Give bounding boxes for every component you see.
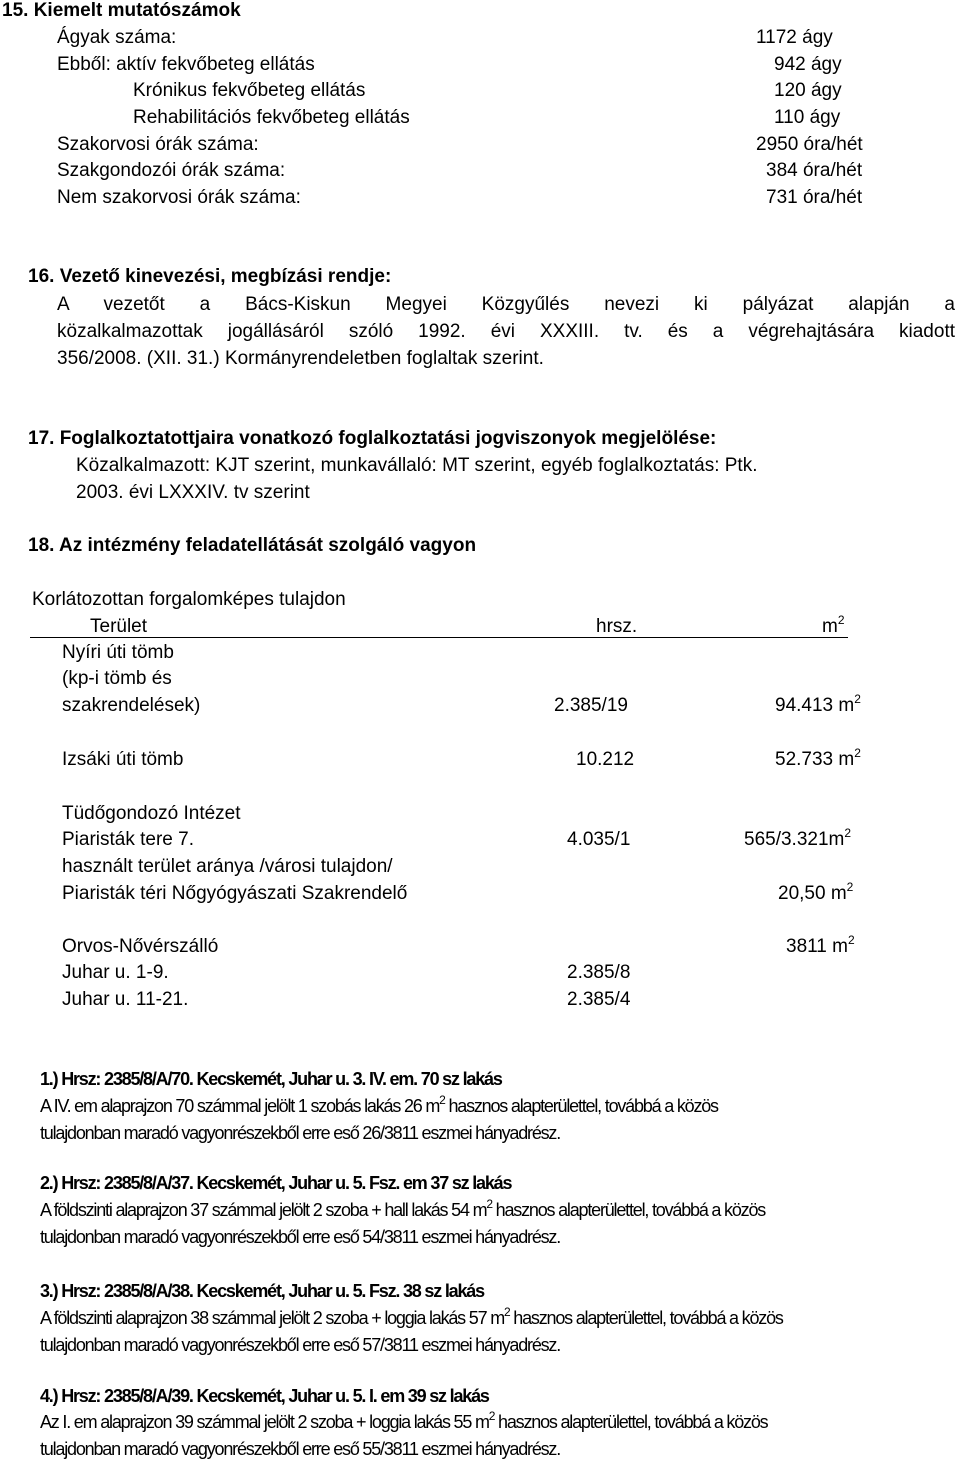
row-value: 120 ágy: [774, 80, 842, 101]
row-label: Nem szakorvosi órák száma:: [57, 187, 301, 208]
flat-heading: 1.) Hrsz: 2385/8/A/70. Kecskemét, Juhar u. 3. IV. em. 70 sz lakás: [40, 1069, 502, 1089]
property-name: Tüdőgondozó Intézet: [62, 803, 241, 824]
flat-description: Az I. em alaprajzon 39 számmal jelölt 2 szoba + loggia lakás 55 $m^2$ hasznos alapterülettel, továbbá a közös: [40, 1409, 768, 1432]
section-15-heading: 15. Kiemelt mutatószámok: [2, 0, 241, 21]
section-18-heading: 18. Az intézmény feladatellátását szolgáló vagyon: [28, 535, 477, 556]
s17-line-1: Közalkalmazott: KJT szerint, munkavállaló: MT szerint, egyéb foglalkoztatás: Ptk.: [76, 455, 758, 476]
row-label: Rehabilitációs fekvőbeteg ellátás: [133, 107, 410, 128]
property-name: Izsáki úti tömb: [62, 749, 184, 770]
property-name: Nyíri úti tömb: [62, 642, 174, 663]
property-name: Piaristák tere 7.: [62, 829, 194, 850]
property-name: szakrendelések): [62, 695, 201, 716]
property-note: használt terület aránya /városi tulajdon/: [62, 856, 393, 877]
col-header-m2: $m^2$: [822, 613, 845, 637]
property-m2: 52.733 $m^2$: [775, 746, 861, 770]
row-value: 1172 ágy: [756, 27, 833, 48]
property-m2: 3811 $m^2$: [786, 933, 855, 957]
s17-line-2: 2003. évi LXXXIV. tv szerint: [76, 482, 310, 503]
row-value: 110 ágy: [774, 107, 841, 128]
property-name: (kp-i tömb és: [62, 668, 172, 689]
flat-description: tulajdonban maradó vagyonrészekből erre eső 54/3811 eszmei hányadrész.: [40, 1227, 561, 1247]
section-16-heading: 16. Vezető kinevezési, megbízási rendje:: [28, 266, 392, 287]
flat-description: A földszinti alaprajzon 38 számmal jelölt 2 szoba + loggia lakás 57 $m^2$ hasznos alapterülettel, továbbá a közös: [40, 1305, 783, 1328]
property-name: Juhar u. 1-9.: [62, 962, 169, 983]
row-value: 942 ágy: [774, 54, 842, 75]
subheading: Korlátozottan forgalomképes tulajdon: [32, 589, 346, 610]
property-hrsz: 2.385/4: [567, 989, 631, 1010]
flat-description: tulajdonban maradó vagyonrészekből erre eső 55/3811 eszmei hányadrész.: [40, 1439, 561, 1459]
row-label: Ágyak száma:: [57, 27, 177, 48]
flat-description: tulajdonban maradó vagyonrészekből erre eső 57/3811 eszmei hányadrész.: [40, 1335, 561, 1355]
property-name: Juhar u. 11-21.: [62, 989, 189, 1010]
s16-line-1: A vezetőt a Bács-Kiskun Megyei Közgyűlés nevezi ki pályázat alapján a: [57, 294, 955, 315]
col-header-hrsz: hrsz.: [596, 616, 638, 637]
property-m2: $565/3.321m^2$: [744, 826, 852, 850]
row-value: 2950 óra/hét: [756, 134, 863, 155]
flat-description: A IV. em alaprajzon 70 számmal jelölt 1 szobás lakás 26 $m^2$ hasznos alapterülettel, továbbá a közös: [40, 1093, 718, 1116]
property-m2: 94.413 $m^2$: [775, 692, 861, 716]
row-value: 384 óra/hét: [766, 160, 863, 181]
row-label: Szakgondozói órák száma:: [57, 160, 286, 181]
property-hrsz: 10.212: [576, 749, 635, 770]
flat-heading: 2.) Hrsz: 2385/8/A/37. Kecskemét, Juhar u. 5. Fsz. em 37 sz lakás: [40, 1173, 512, 1193]
row-label: Szakorvosi órák száma:: [57, 134, 259, 155]
col-header-area: Terület: [90, 616, 148, 637]
property-m2: 20,50 $m^2$: [778, 880, 854, 904]
property-name: Piaristák téri Nőgyógyászati Szakrendelő: [62, 883, 408, 904]
property-hrsz: 2.385/19: [554, 695, 628, 716]
row-value: 731 óra/hét: [766, 187, 863, 208]
s16-line-2: közalkalmazottak jogállásáról szóló 1992. évi XXXIII. tv. és a végrehajtására kiadott: [57, 321, 955, 342]
s16-line-3: 356/2008. (XII. 31.) Kormányrendeletben foglaltak szerint.: [57, 348, 544, 369]
flat-heading: 3.) Hrsz: 2385/8/A/38. Kecskemét, Juhar u. 5. Fsz. 38 sz lakás: [40, 1281, 484, 1301]
flat-description: tulajdonban maradó vagyonrészekből erre eső 26/3811 eszmei hányadrész.: [40, 1123, 561, 1143]
flat-heading: 4.) Hrsz: 2385/8/A/39. Kecskemét, Juhar u. 5. I. em 39 sz lakás: [40, 1386, 489, 1406]
property-hrsz: 2.385/8: [567, 962, 631, 983]
header-underline: [30, 637, 848, 638]
row-label: Krónikus fekvőbeteg ellátás: [133, 80, 366, 101]
flat-description: A földszinti alaprajzon 37 számmal jelölt 2 szoba + hall lakás 54 $m^2$ hasznos alapterülettel, továbbá a közös: [40, 1197, 766, 1220]
property-name: Orvos-Nővérszálló: [62, 936, 219, 957]
property-hrsz: 4.035/1: [567, 829, 631, 850]
row-label: Ebből: aktív fekvőbeteg ellátás: [57, 54, 315, 75]
section-17-heading: 17. Foglalkoztatottjaira vonatkozó foglalkoztatási jogviszonyok megjelölése:: [28, 428, 717, 449]
